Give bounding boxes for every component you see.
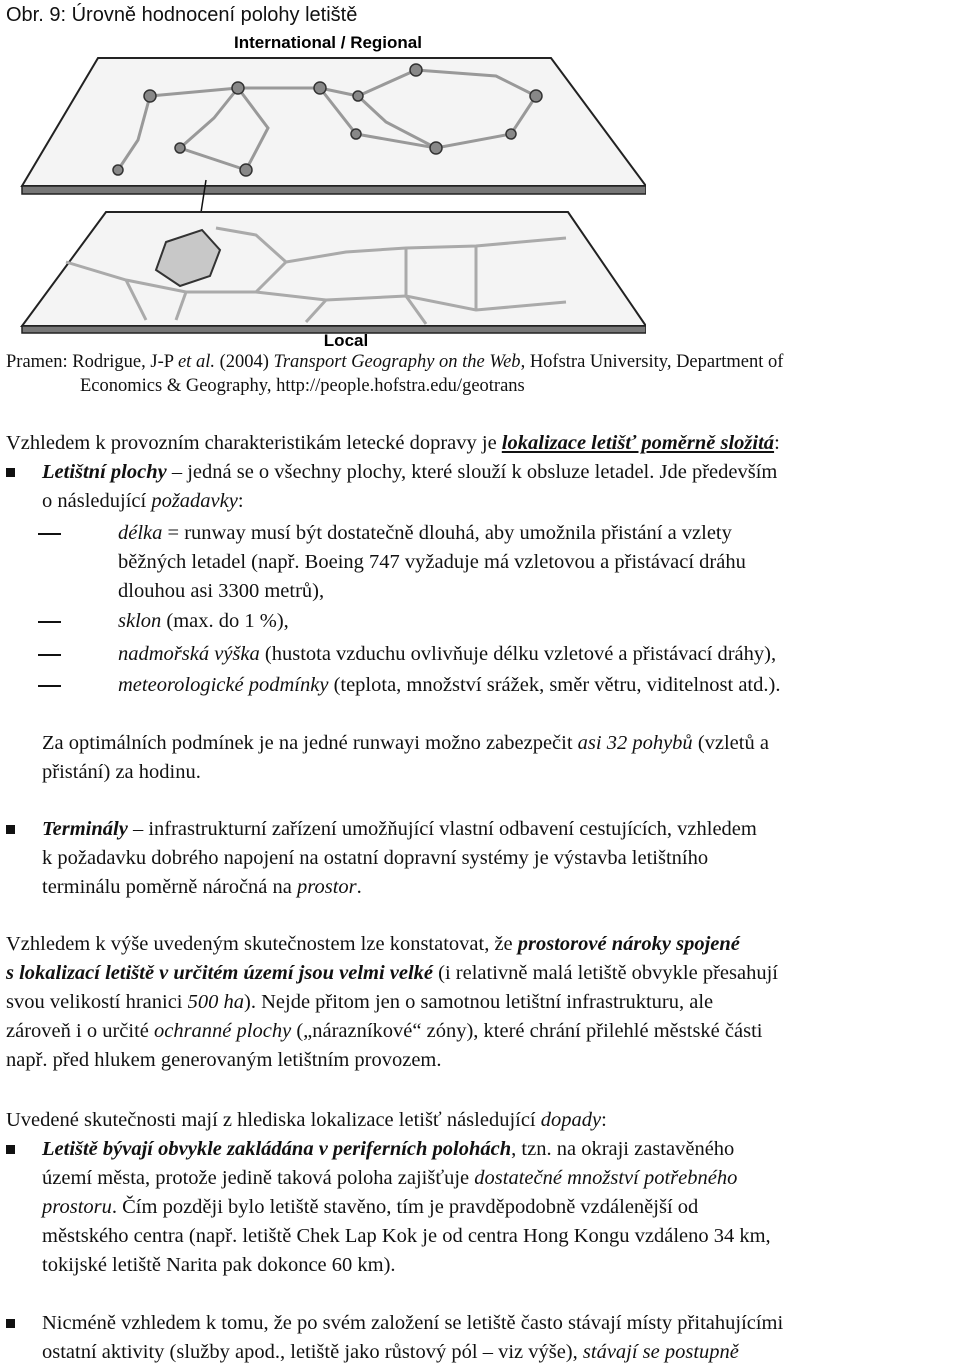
intro-paragraph: Vzhledem k provozním charakteristikám letecké dopravy je lokalizace letišť poměrně složitá:	[6, 432, 780, 454]
svg-text:International / Regional: International / Regional	[234, 33, 422, 52]
bullet-square-icon	[6, 1319, 15, 1328]
bullet-square-icon	[6, 468, 15, 477]
svg-text:Local: Local	[323, 331, 369, 350]
dash-icon	[38, 685, 61, 687]
impacts-paragraph: Uvedené skutečnosti mají z hlediska lokalizace letišť následující dopady:	[6, 1109, 607, 1131]
airport-levels-figure	[6, 30, 646, 350]
figure-source: Pramen: Rodrigue, J-P et al. (2004) Transport Geography on the Web, Hofstra University, Department of Economics & Geography, http://people.hofstra.edu/geotrans	[6, 352, 784, 396]
dash-icon	[38, 533, 61, 535]
bullet-square-icon	[6, 1145, 15, 1154]
figure-label-bottom	[324, 331, 368, 350]
runway-capacity-paragraph: Za optimálních podmínek je na jedné runwayi možno zabezpečit asi 32 pohybů (vzletů a přistání) za hodinu.	[42, 732, 769, 783]
bullet-terminaly: Terminály – infrastrukturní zařízení umožňující vlastní odbavení cestujících, vzhledem k požadavku dobrého napojení na ostatní dopravní systémy je výstavba letištního terminálu poměrně náročná na prostor.	[6, 815, 956, 905]
figure-label-top	[234, 33, 422, 52]
dash-icon	[38, 654, 61, 656]
lower-plane	[22, 212, 646, 326]
spatial-demands-paragraph: Vzhledem k výše uvedeným skutečnostem lze konstatovat, že prostorové nároky spojené s lokalizací letiště v určitém území jsou velmi velké (i relativně malá letiště obvykle přesahují svou velikostí hranici 500 ha). Nejde přitom jen o samotnou letištní infrastrukturu, ale zároveň i o určité ochranné plochy („nárazníkové“ zóny), které chrání přilehlé městské části např. před hlukem generovaným letištním provozem.	[6, 933, 778, 1071]
figure-caption: Obr. 9: Úrovně hodnocení polohy letiště	[6, 4, 358, 26]
bullet-letistni-plochy: Letištní plochy – jedná se o všechny plochy, které slouží k obsluze letadel. Jde především o následující požadavky:	[6, 458, 956, 518]
bullet-periferni-polohy: Letiště bývají obvykle zakládána v periferních polohách, tzn. na okraji zastavěného území města, protože jedině taková poloha zajišťuje dostatečné množství potřebného prostoru. Čím později bylo letiště stavěno, tím je pravděpodobně vzdálenější od městského centra (např. letiště Chek Lap Kok je od centra Hong Kongu vzdáleno 34 km, tokijské letiště Narita pak dokonce 60 km).	[6, 1135, 956, 1285]
bullet-rustovy-pol: Nicméně vzhledem k tomu, že po svém založení se letiště často stávají místy přitahujícími ostatní aktivity (služby apod., letiště jako růstový pól – viz výše), stávají se postupně	[6, 1309, 956, 1369]
bullet-square-icon	[6, 825, 15, 834]
upper-plane-edge	[22, 186, 646, 194]
dash-icon	[38, 621, 61, 623]
